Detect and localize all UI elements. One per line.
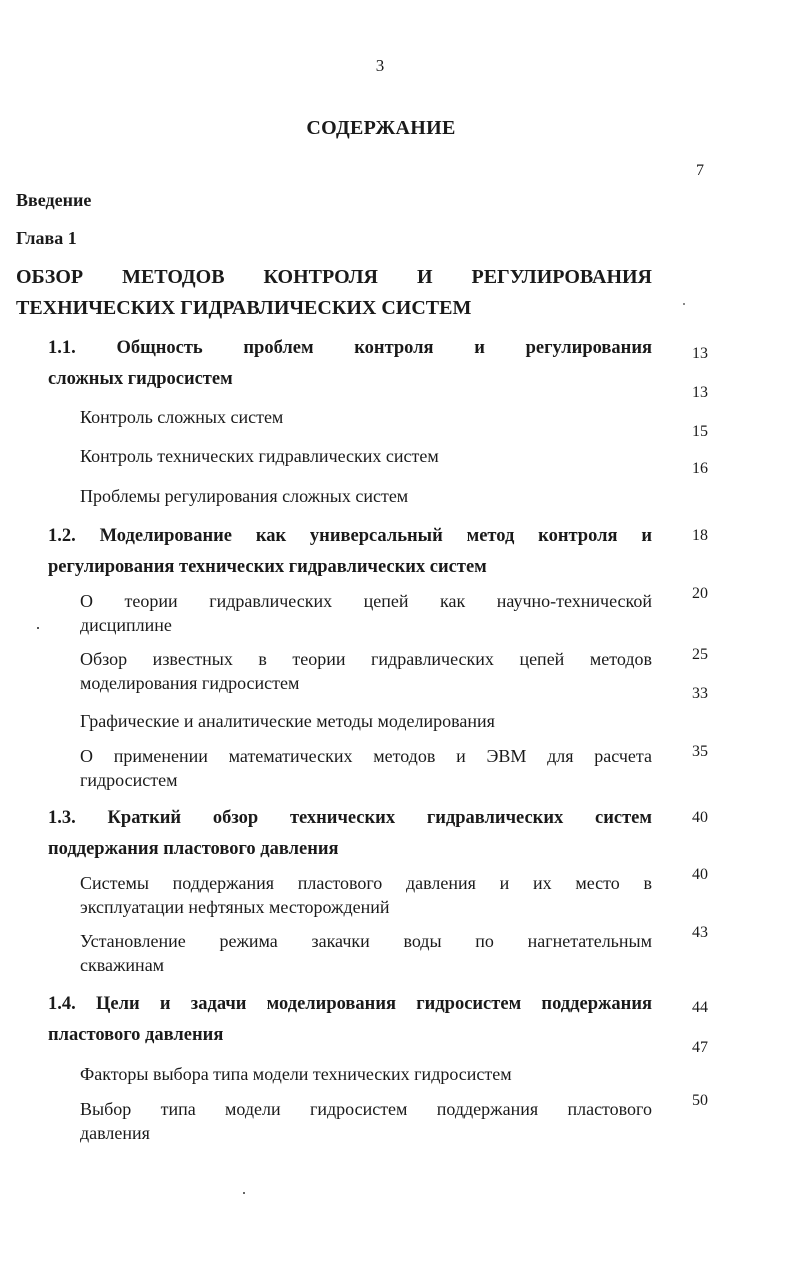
toc-entry-1-3-a (80, 871, 652, 919)
toc-entry-1-2-b-line2: моделирования гидросистем (80, 673, 300, 693)
toc-page-1-2: 18 (692, 527, 708, 544)
toc-page-1-4-b: 50 (692, 1092, 708, 1109)
toc-entry-1-3-b-line1: Установление режима закачки воды по нагнетательным (80, 931, 652, 951)
toc-section-1-1 (48, 333, 652, 395)
scan-speck (683, 303, 685, 305)
toc-entry-1-2-d-line1: О применении математических методов и ЭВМ для расчета (80, 746, 652, 766)
toc-entry-1-3-a-line1: Системы поддержания пластового давления и их место в (80, 873, 652, 893)
toc-section-1-3-line1: 1.3. Краткий обзор технических гидравлических систем (48, 808, 652, 828)
scan-speck (37, 627, 39, 629)
toc-page-1-2-c: 33 (692, 685, 708, 702)
toc-entry-1-4-b-line2: давления (80, 1123, 150, 1143)
toc-section-1-2 (48, 521, 652, 583)
toc-entry-1-1-c: Проблемы регулирования сложных систем (80, 486, 409, 506)
toc-entry-1-2-b-line1: Обзор известных в теории гидравлических цепей методов (80, 649, 652, 669)
toc-entry-1-4-b (80, 1097, 652, 1145)
toc-page-1-1-b: 15 (692, 423, 708, 440)
chapter-title-line2: ТЕХНИЧЕСКИХ ГИДРАВЛИЧЕСКИХ СИСТЕМ (16, 297, 472, 319)
toc-section-1-4-line2: пластового давления (48, 1025, 224, 1045)
toc-page-1-3-b: 43 (692, 924, 708, 941)
chapter-title (16, 262, 652, 324)
toc-entry-1-2-a-line2: дисциплине (80, 615, 172, 635)
toc-section-1-2-line1: 1.2. Моделирование как универсальный метод контроля и (48, 526, 652, 546)
toc-entry-1-2-a (80, 589, 652, 637)
toc-page-intro: 7 (696, 162, 704, 179)
scan-speck (243, 1192, 245, 1194)
toc-page-1-2-d: 35 (692, 743, 708, 760)
page-title: СОДЕРЖАНИЕ (306, 117, 456, 139)
toc-section-1-1-line2: сложных гидросистем (48, 369, 233, 389)
toc-section-1-1-line1: 1.1. Общность проблем контроля и регулирования (48, 338, 652, 358)
toc-entry-1-2-c: Графические и аналитические методы моделирования (80, 711, 495, 731)
toc-page-1-3: 40 (692, 809, 708, 826)
toc-entry-1-2-a-line1: О теории гидравлических цепей как научно-технической (80, 591, 652, 611)
toc-entry-intro: Введение (16, 190, 92, 210)
toc-entry-1-2-d-line2: гидросистем (80, 770, 178, 790)
toc-section-1-4 (48, 989, 652, 1051)
toc-section-1-3 (48, 803, 652, 865)
toc-entry-1-2-d (80, 744, 652, 792)
toc-entry-1-2-b (80, 647, 652, 695)
toc-page-1-1-c: 16 (692, 460, 708, 477)
toc-entry-1-3-b-line2: скважинам (80, 955, 165, 975)
toc-page-1-2-b: 25 (692, 646, 708, 663)
toc-section-1-4-line1: 1.4. Цели и задачи моделирования гидросистем поддержания (48, 994, 652, 1014)
page-number: 3 (375, 56, 385, 75)
toc-page-1-1-a: 13 (692, 384, 708, 401)
toc-page-1-4-a: 47 (692, 1039, 708, 1056)
toc-entry-1-3-a-line2: эксплуатации нефтяных месторождений (80, 897, 390, 917)
toc-entry-1-4-a: Факторы выбора типа модели технических гидросистем (80, 1064, 512, 1084)
toc-page-1-2-a: 20 (692, 585, 708, 602)
toc-entry-1-1-b: Контроль технических гидравлических систем (80, 446, 439, 466)
toc-entry-1-4-b-line1: Выбор типа модели гидросистем поддержания пластового (80, 1099, 652, 1119)
toc-page-1-1: 13 (692, 345, 708, 362)
toc-entry-chapter: Глава 1 (16, 228, 77, 248)
chapter-title-line1: ОБЗОР МЕТОДОВ КОНТРОЛЯ И РЕГУЛИРОВАНИЯ (16, 266, 652, 288)
toc-entry-1-3-b (80, 929, 652, 977)
toc-section-1-3-line2: поддержания пластового давления (48, 839, 339, 859)
toc-page-1-4: 44 (692, 999, 708, 1016)
toc-section-1-2-line2: регулирования технических гидравлических систем (48, 557, 487, 577)
toc-entry-1-1-a: Контроль сложных систем (80, 407, 284, 427)
toc-page-1-3-a: 40 (692, 866, 708, 883)
